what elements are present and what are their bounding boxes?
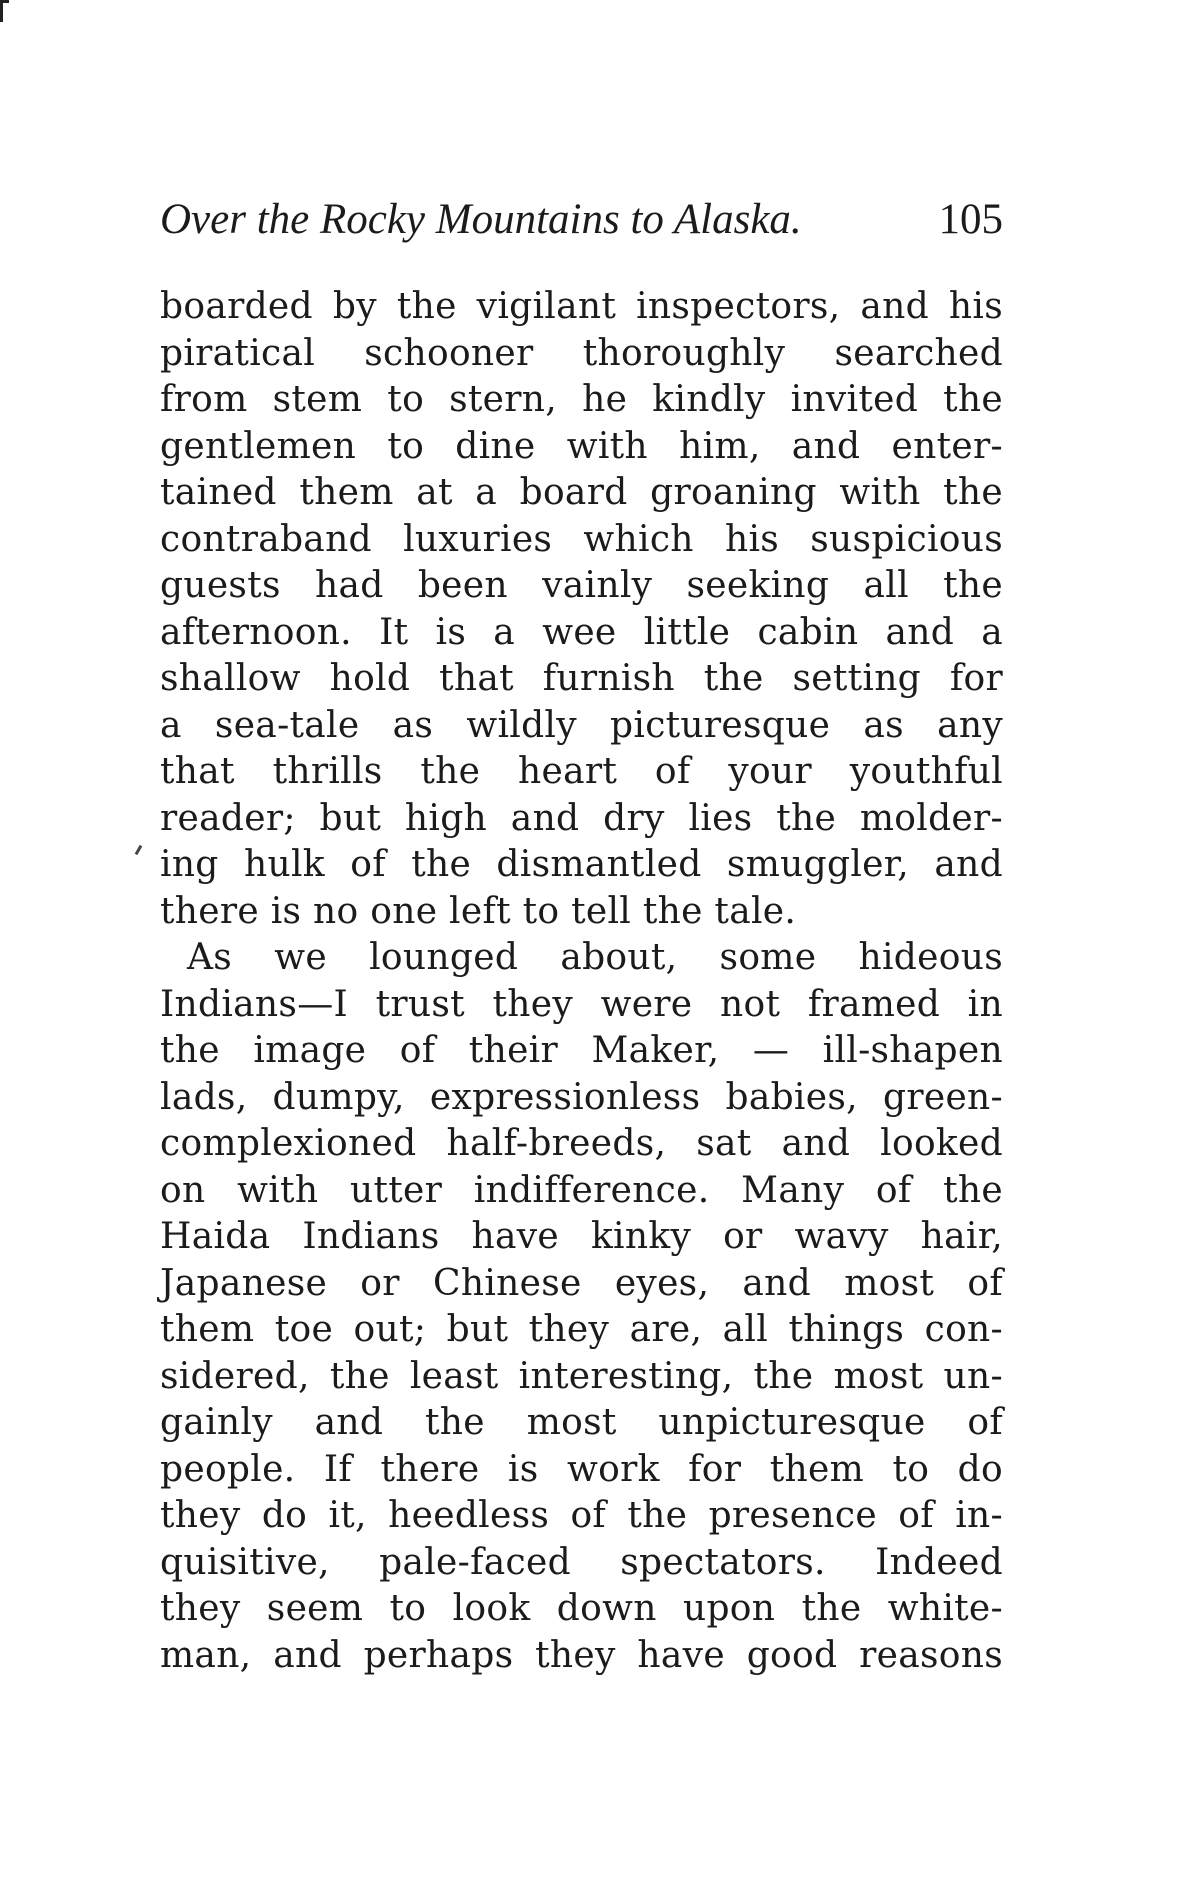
scan-corner-mark-vertical <box>0 0 3 22</box>
text-line: them toe out; but they are, all things con- <box>160 1309 1003 1350</box>
text-line: gainly and the most unpicturesque of <box>160 1402 1003 1443</box>
text-line: there is no one left to tell the tale. <box>160 890 797 932</box>
text-line: the image of their Maker, — ill-shapen <box>160 1030 1003 1071</box>
text-line: piratical schooner thoroughly searched <box>160 332 1003 374</box>
text-line: Japanese or Chinese eyes, and most of <box>160 1262 1003 1304</box>
text-line: tained them at a board groaning with the <box>160 472 1003 513</box>
text-line: contraband luxuries which his suspicious <box>160 518 1003 560</box>
text-line: guests had been vainly seeking all the <box>160 565 1003 606</box>
text-line: Indians—I trust they were not framed in <box>160 983 1003 1025</box>
text-line: shallow hold that furnish the setting for <box>160 658 1003 699</box>
text-line: from stem to stern, he kindly invited the <box>160 379 1003 420</box>
page-header <box>160 190 1003 250</box>
text-line: reader; but high and dry lies the molder- <box>160 797 1003 839</box>
text-line: afternoon. It is a wee little cabin and a <box>160 611 1003 653</box>
text-line: they seem to look down upon the white- <box>160 1588 1003 1629</box>
text-line: Haida Indians have kinky or wavy hair, <box>160 1216 1003 1257</box>
text-line: they do it, heedless of the presence of in- <box>160 1495 1003 1536</box>
text-line: lads, dumpy, expressionless babies, green- <box>160 1076 1003 1118</box>
text-line: gentlemen to dine with him, and enter- <box>160 425 1003 467</box>
text-line: on with utter indifference. Many of the <box>160 1169 1003 1211</box>
stray-ink-mark <box>135 845 143 855</box>
text-line: man, and perhaps they have good reasons <box>160 1634 1003 1676</box>
text-line: complexioned half-breeds, sat and looked <box>160 1123 1003 1164</box>
page-number: 105 <box>938 196 1003 243</box>
text-line: that thrills the heart of your youthful <box>160 751 1003 792</box>
text-line: ing hulk of the dismantled smuggler, and <box>160 844 1003 885</box>
text-line: As we lounged about, some hideous <box>187 937 1003 978</box>
body-text <box>160 284 1003 1679</box>
text-line: sidered, the least interesting, the most un- <box>160 1355 1003 1397</box>
text-line: a sea-tale as wildly picturesque as any <box>160 704 1003 746</box>
text-line: boarded by the vigilant inspectors, and his <box>160 286 1003 327</box>
text-line: people. If there is work for them to do <box>160 1448 1003 1490</box>
running-title: Over the Rocky Mountains to Alaska. <box>160 196 802 243</box>
text-line: quisitive, pale-faced spectators. Indeed <box>160 1541 1003 1583</box>
